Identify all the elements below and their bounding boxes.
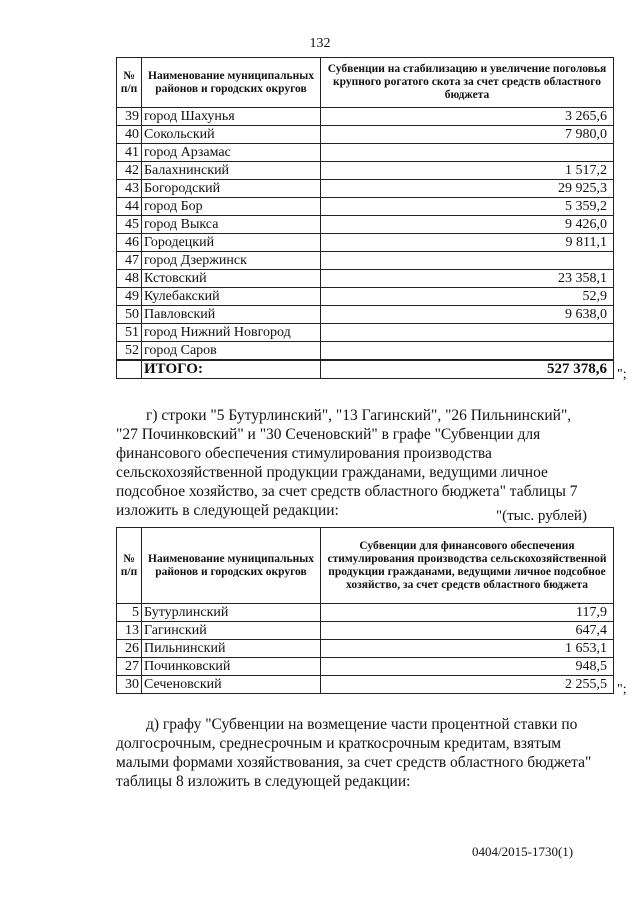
row-name: город Выкса xyxy=(142,216,321,234)
paragraph-d-line: малыми формами хозяйствования, за счет средств областного бюджета" xyxy=(116,754,592,771)
row-number: 45 xyxy=(117,216,142,234)
row-number: 42 xyxy=(117,162,142,180)
row-number: 46 xyxy=(117,234,142,252)
row-number: 43 xyxy=(117,180,142,198)
paragraph-g-line: финансового обеспечения стимулирования производства xyxy=(116,445,492,462)
document-code: 0404/2015-1730(1) xyxy=(472,844,574,859)
row-number: 52 xyxy=(117,342,142,361)
table-row xyxy=(117,108,614,126)
row-value xyxy=(321,342,614,361)
table-row xyxy=(117,234,614,252)
row-value: 3 265,6 xyxy=(321,108,614,126)
row-name: Бутурлинский xyxy=(142,604,321,622)
row-value: 9 426,0 xyxy=(321,216,614,234)
column-header-name: Наименование муниципальных районов и городских округов xyxy=(142,58,321,108)
column-header-value: Субвенции для финансового обеспечения стимулирования производства сельскохозяйственной продукции гражданами, ведущими личное подсобное хозяйство, за счет средств областного бюджета xyxy=(321,528,614,604)
row-value: 9 638,0 xyxy=(321,306,614,324)
row-value: 7 980,0 xyxy=(321,126,614,144)
total-label: ИТОГО: xyxy=(142,360,321,379)
row-value: 117,9 xyxy=(321,604,614,622)
table-row xyxy=(117,622,614,640)
row-name: Городецкий xyxy=(142,234,321,252)
total-value: 527 378,6 xyxy=(321,360,614,379)
row-name: Сокольский xyxy=(142,126,321,144)
row-number: 51 xyxy=(117,324,142,342)
row-name: Починковский xyxy=(142,658,321,676)
table-row xyxy=(117,342,614,361)
table-row xyxy=(117,180,614,198)
page-number: 132 xyxy=(309,36,331,51)
table-row xyxy=(117,144,614,162)
row-name: город Бор xyxy=(142,198,321,216)
paragraph-d-line: долгосрочным, среднесрочным и краткосрочным кредитам, взятым xyxy=(116,735,562,752)
row-number: 13 xyxy=(117,622,142,640)
row-number: 41 xyxy=(117,144,142,162)
table-row xyxy=(117,162,614,180)
row-number: 39 xyxy=(117,108,142,126)
row-value xyxy=(321,324,614,342)
table-row xyxy=(117,270,614,288)
table-row xyxy=(117,640,614,658)
subsidies-table-household xyxy=(116,527,614,694)
table-row xyxy=(117,658,614,676)
table-row xyxy=(117,324,614,342)
table-row xyxy=(117,126,614,144)
paragraph-g-line: изложить в следующей редакции: xyxy=(116,502,339,519)
row-name: город Нижний Новгород xyxy=(142,324,321,342)
row-value: 23 358,1 xyxy=(321,270,614,288)
unit-label: "(тыс. рублей) xyxy=(496,508,587,524)
row-value: 5 359,2 xyxy=(321,198,614,216)
table-row xyxy=(117,252,614,270)
row-value: 9 811,1 xyxy=(321,234,614,252)
column-header-number: № п/п xyxy=(117,528,142,604)
column-header-value: Субвенции на стабилизацию и увеличение поголовья крупного рогатого скота за счет средств областного бюджета xyxy=(321,58,614,108)
row-name: Богородский xyxy=(142,180,321,198)
table1-closing-quote: "; xyxy=(617,367,627,382)
table-row xyxy=(117,306,614,324)
row-value: 1 653,1 xyxy=(321,640,614,658)
table-row xyxy=(117,676,614,694)
column-header-name: Наименование муниципальных районов и городских округов xyxy=(142,528,321,604)
row-name: Павловский xyxy=(142,306,321,324)
table-row xyxy=(117,288,614,306)
row-name: Гагинский xyxy=(142,622,321,640)
table-total-row xyxy=(117,360,614,379)
column-header-number: № п/п xyxy=(117,58,142,108)
row-value: 1 517,2 xyxy=(321,162,614,180)
paragraph-d xyxy=(116,715,614,791)
row-name: Кулебакский xyxy=(142,288,321,306)
row-value: 2 255,5 xyxy=(321,676,614,694)
paragraph-g xyxy=(116,406,614,520)
row-value xyxy=(321,144,614,162)
row-value: 52,9 xyxy=(321,288,614,306)
row-name: Кстовский xyxy=(142,270,321,288)
table-row xyxy=(117,216,614,234)
table-row xyxy=(117,198,614,216)
row-name: Сеченовский xyxy=(142,676,321,694)
row-name: город Дзержинск xyxy=(142,252,321,270)
row-value: 948,5 xyxy=(321,658,614,676)
row-number: 44 xyxy=(117,198,142,216)
paragraph-g-line: подсобное хозяйство, за счет средств областного бюджета" таблицы 7 xyxy=(116,483,578,500)
row-name: Пильнинский xyxy=(142,640,321,658)
paragraph-d-line: д) графу "Субвенции на возмещение части процентной ставки по xyxy=(146,716,578,733)
row-value: 29 925,3 xyxy=(321,180,614,198)
row-number: 50 xyxy=(117,306,142,324)
table2-closing-quote: "; xyxy=(617,682,627,697)
paragraph-g-line: "27 Починковский" и "30 Сеченовский" в графе "Субвенции для xyxy=(116,426,541,443)
table-row xyxy=(117,604,614,622)
row-value: 647,4 xyxy=(321,622,614,640)
row-name: город Шахунья xyxy=(142,108,321,126)
paragraph-d-line: таблицы 8 изложить в следующей редакции: xyxy=(116,773,411,790)
row-name: город Арзамас xyxy=(142,144,321,162)
row-number: 27 xyxy=(117,658,142,676)
row-name: Балахнинский xyxy=(142,162,321,180)
subsidies-table-cattle xyxy=(116,57,614,379)
row-number: 30 xyxy=(117,676,142,694)
paragraph-g-line: г) строки "5 Бутурлинский", "13 Гагинский", "26 Пильнинский", xyxy=(146,407,572,424)
row-number: 26 xyxy=(117,640,142,658)
row-number: 47 xyxy=(117,252,142,270)
row-number: 48 xyxy=(117,270,142,288)
row-name: город Саров xyxy=(142,342,321,361)
paragraph-g-line: сельскохозяйственной продукции гражданами, ведущими личное xyxy=(116,464,548,481)
row-number: 40 xyxy=(117,126,142,144)
row-number: 5 xyxy=(117,604,142,622)
row-value xyxy=(321,252,614,270)
row-number: 49 xyxy=(117,288,142,306)
